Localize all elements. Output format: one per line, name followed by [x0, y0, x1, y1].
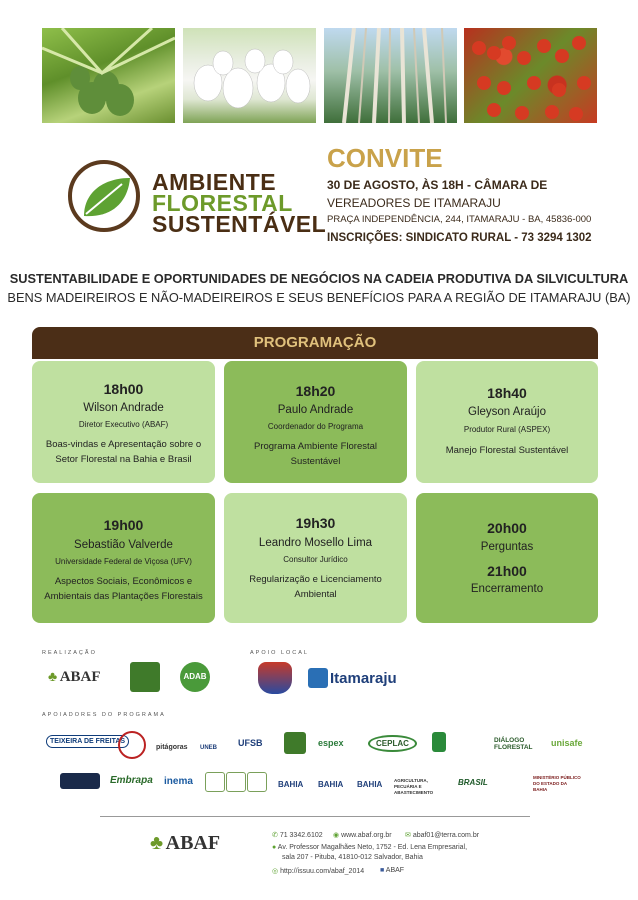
session-role: Coordenador do Programa — [267, 422, 364, 431]
pitagoras-logo: pitágoras — [156, 744, 188, 751]
ceplac-logo: CEPLAC — [368, 735, 417, 752]
session-desc-1: Manejo Florestal Sustentável — [445, 445, 569, 456]
invite-date: 30 DE AGOSTO, ÀS 18H - CÂMARA DE — [327, 178, 548, 192]
headline-line-2: BENS MADEIREIROS E NÃO-MADEIREIROS E SEUS BENEFÍCIOS PARA A REGIÃO DE ITAMARAJU (BA) — [7, 290, 631, 305]
globe-icon: ◉ — [333, 832, 342, 839]
small-badge-icon — [247, 772, 267, 792]
unisafe-logo: unisafe — [551, 738, 583, 748]
realizacao-label: REALIZAÇÃO — [42, 650, 97, 656]
session-desc-2: Ambiental — [294, 589, 337, 600]
session-desc-2: Ambientais das Plantações Florestais — [44, 591, 203, 602]
invite-venue: VEREADORES DE ITAMARAJU — [327, 196, 501, 210]
session-desc-1: Regularização e Licenciamento — [249, 574, 382, 585]
session-time: 18h20 — [295, 383, 336, 399]
session-speaker: Perguntas — [480, 541, 534, 553]
session-speaker: Sebastião Valverde — [74, 539, 173, 551]
aspex-logo: espex — [318, 738, 344, 748]
session-desc-2: Setor Florestal na Bahia e Brasil — [55, 454, 192, 465]
eucalyptus-forest-photo — [324, 28, 457, 123]
session-time: 19h30 — [295, 515, 336, 531]
footer-phone: ✆ 71 3342.6102 — [272, 832, 323, 839]
embrapa-logo: Embrapa — [110, 775, 153, 786]
footer-abaf-logo: ♣ ABAF — [150, 832, 221, 854]
itamaraju-crest-icon — [258, 662, 292, 694]
apoiadores-label: APOIADORES DO PROGRAMA — [42, 712, 166, 718]
bahia-logo: BAHIA — [318, 780, 344, 789]
ufsb-logo: UFSB — [238, 738, 263, 748]
session-card — [416, 493, 598, 623]
mail-icon: ✉ — [405, 832, 413, 839]
footer-facebook[interactable]: ■ ABAF — [380, 867, 405, 874]
session-role: Universidade Federal de Viçosa (UFV) — [55, 557, 192, 566]
session-speaker: Gleyson Araújo — [468, 406, 546, 418]
session-role: Produtor Rural (ASPEX) — [463, 425, 551, 434]
session-card — [224, 361, 407, 483]
itamaraju-mark-icon — [308, 668, 328, 688]
itamaraju-logo: Itamaraju — [330, 670, 397, 687]
session-time: 18h40 — [487, 385, 527, 401]
cattle-photo — [183, 28, 316, 123]
ambiente-florestal-logo-icon — [68, 160, 140, 232]
abaf-logo: ♣ ABAF — [48, 668, 101, 685]
dialogo-florestal-logo: DIÁLOGO FLORESTAL — [494, 737, 533, 751]
footer-email[interactable]: ✉ abaf01@terra.com.br — [405, 832, 480, 839]
location-icon: ● — [272, 844, 278, 851]
brasil-logo: BRASIL — [458, 778, 488, 787]
adab-logo: ADAB — [180, 662, 210, 692]
footer-issuu[interactable]: ◎ http://issuu.com/abaf_2014 — [272, 868, 365, 875]
footer-site[interactable]: ◉ www.abaf.org.br — [333, 832, 392, 839]
invite-registration: INSCRIÇÕES: SINDICATO RURAL - 73 3294 1302 — [327, 232, 592, 244]
session-speaker: Paulo Andrade — [277, 404, 354, 416]
facebook-icon: ■ — [380, 867, 386, 874]
session-time: 21h00 — [487, 563, 527, 579]
session-speaker: Wilson Andrade — [83, 402, 164, 414]
bahia-logo: BAHIA — [357, 780, 383, 789]
tree-icon: ♣ — [48, 668, 58, 684]
session-desc-2: Sustentável — [290, 456, 341, 467]
ministerio-publico-logo: MINISTÉRIO PÚBLICO DO ESTADO DA BAHIA — [533, 775, 581, 792]
footer-divider — [100, 816, 530, 817]
session-role: Diretor Executivo (ABAF) — [78, 420, 169, 429]
session-card — [32, 361, 215, 483]
footer-address-1: ● Av. Professor Magalhães Neto, 1752 - Ed. Lena Empresarial, — [272, 844, 468, 851]
invite-title: CONVITE — [327, 143, 443, 173]
ministerio-agricultura-logo: AGRICULTURA, PECUÁRIA E ABASTECIMENTO — [394, 778, 434, 795]
headline-line-1: SUSTENTABILIDADE E OPORTUNIDADES DE NEGÓCIOS NA CADEIA PRODUTIVA DA SILVICULTURA — [9, 271, 629, 286]
logo-line-3: SUSTENTÁVEL — [152, 211, 327, 237]
dark-logo-icon — [60, 773, 100, 789]
institute-icon — [432, 732, 446, 752]
small-badge-icon — [226, 772, 246, 792]
session-card — [32, 493, 215, 623]
session-speaker: Leandro Mosello Lima — [258, 537, 373, 549]
invite-address: PRAÇA INDEPENDÊNCIA, 244, ITAMARAJU - BA, 45836-000 — [327, 214, 592, 225]
session-card — [416, 361, 598, 483]
inema-logo: inema — [164, 776, 193, 787]
session-time: 19h00 — [103, 517, 144, 533]
phone-icon: ✆ — [272, 832, 280, 839]
program-badge-icon — [130, 662, 160, 692]
session-desc-1: Boas-vindas e Apresentação sobre o — [45, 439, 202, 450]
session-desc-1: Programa Ambiente Florestal — [253, 441, 378, 452]
program-header-label: PROGRAMAÇÃO — [253, 334, 377, 351]
link-icon: ◎ — [272, 868, 281, 875]
session-card — [224, 493, 407, 623]
logo-line-1: AMBIENTE — [152, 169, 277, 195]
apoio-local-label: APOIO LOCAL — [250, 650, 309, 656]
teixeira-de-freitas-logo: TEIXEIRA DE FREITAS — [46, 735, 129, 748]
session-time: 20h00 — [487, 520, 527, 536]
logo-line-2: FLORESTAL — [152, 190, 293, 216]
session-desc-1: Aspectos Sociais, Econômicos e — [54, 576, 193, 587]
session-role: Consultor Jurídico — [283, 555, 348, 564]
seal-icon — [118, 731, 146, 759]
green-badge-icon — [284, 732, 306, 754]
papaya-photo — [42, 28, 175, 123]
coffee-cherries-photo — [464, 28, 597, 123]
uneb-logo: UNEB — [200, 745, 218, 751]
small-badge-icon — [205, 772, 225, 792]
session-speaker: Encerramento — [470, 583, 544, 595]
footer-address-2: sala 207 - Pituba, 41810-012 Salvador, Bahia — [282, 854, 423, 861]
tree-icon: ♣ — [150, 832, 164, 854]
session-time: 18h00 — [103, 381, 144, 397]
bahia-logo: BAHIA — [278, 780, 304, 789]
